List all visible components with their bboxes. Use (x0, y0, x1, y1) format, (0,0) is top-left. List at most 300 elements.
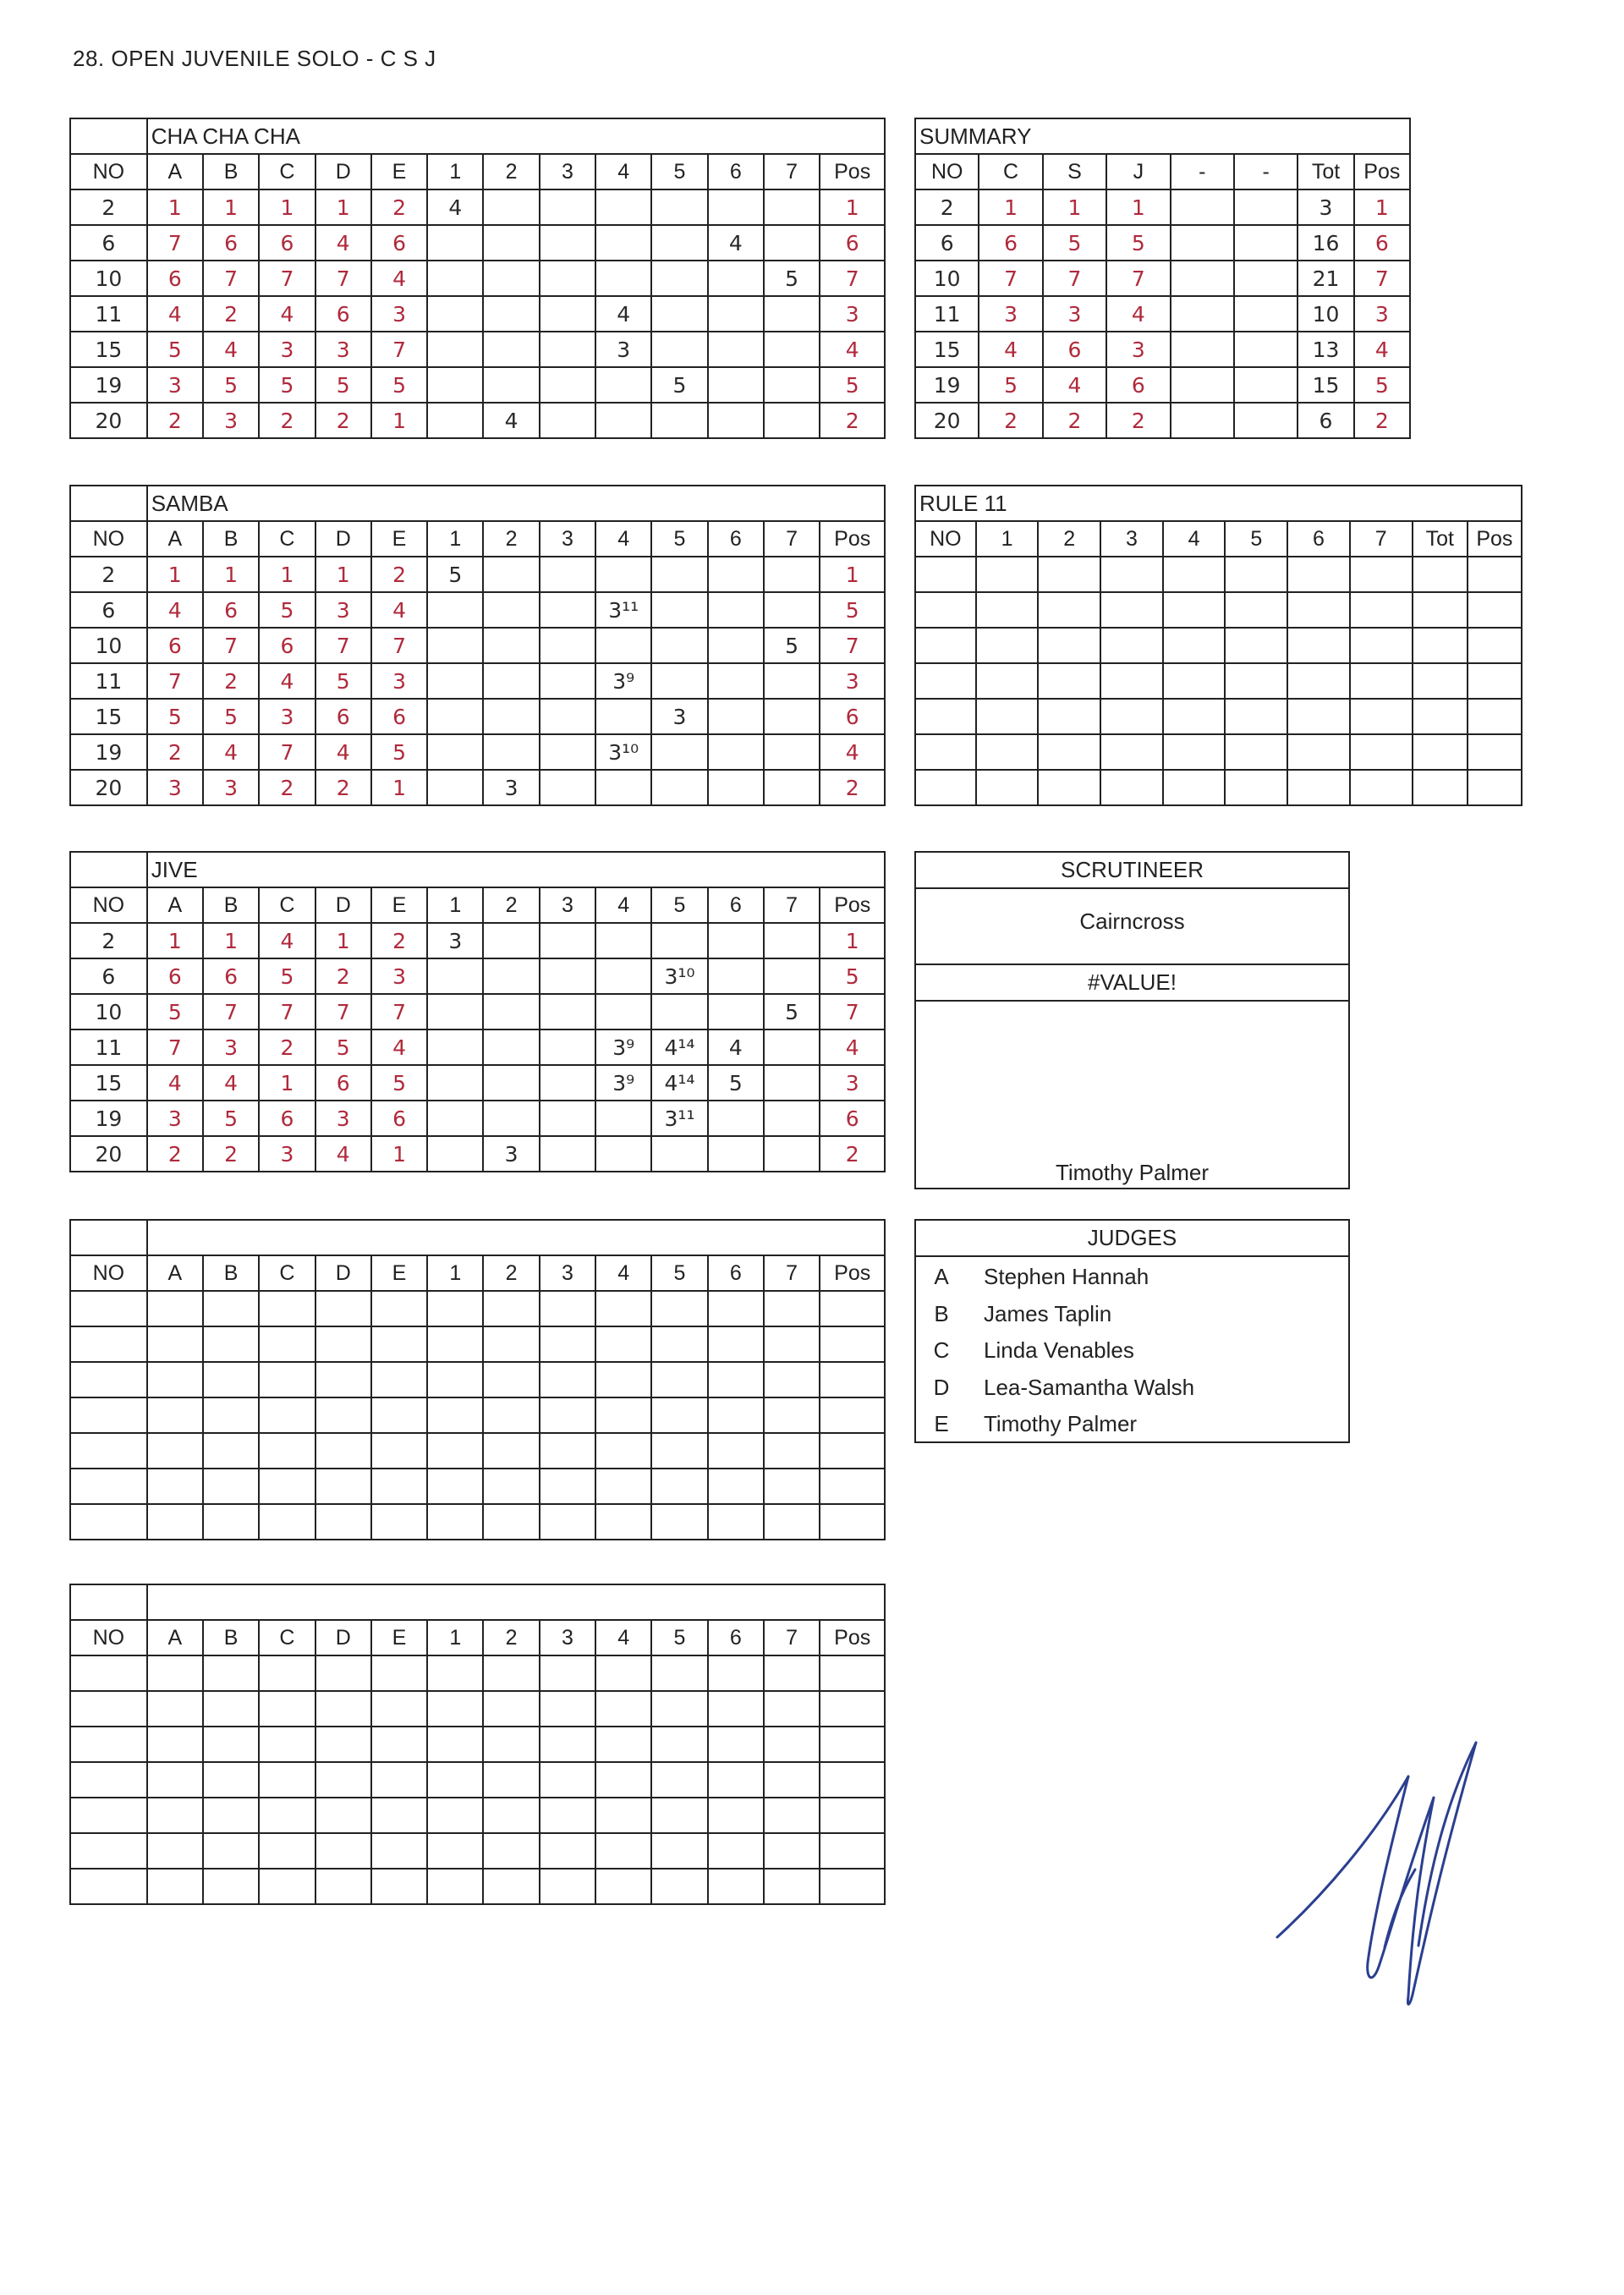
summary-cell: 2 (1043, 403, 1106, 438)
mark-cell: 2 (203, 1136, 259, 1172)
mark-cell (540, 1469, 595, 1504)
column-header: 4 (595, 1620, 651, 1655)
mark-cell (483, 1798, 539, 1833)
mark-cell: 6 (203, 225, 259, 261)
summary-cell (1234, 261, 1298, 296)
rule11-cell (1413, 734, 1468, 770)
mark-cell (764, 699, 820, 734)
mark-cell (483, 1869, 539, 1904)
table-row (915, 189, 1410, 225)
summary-cell: 15 (1298, 367, 1353, 403)
mark-cell (764, 734, 820, 770)
mark-cell: 6 (259, 628, 315, 663)
mark-cell (147, 1433, 203, 1469)
competitor-number-cell: 10 (70, 261, 147, 296)
table-row (915, 261, 1410, 296)
summary-cell (1234, 225, 1298, 261)
column-header: D (315, 154, 371, 189)
table-row (70, 958, 885, 994)
mark-cell: 4 (820, 734, 885, 770)
section-title: RULE 11 (915, 486, 1522, 521)
summary-cell: 5 (1043, 225, 1106, 261)
competitor-number-cell: 11 (70, 296, 147, 332)
mark-cell: 4 (147, 296, 203, 332)
mark-cell (708, 189, 764, 225)
competitor-number-cell (70, 1469, 147, 1504)
mark-cell (651, 1869, 707, 1904)
competitor-number-cell: 2 (70, 189, 147, 225)
summary-cell (1171, 367, 1234, 403)
rule11-cell (1225, 699, 1287, 734)
mark-cell (764, 663, 820, 699)
mark-cell (147, 1469, 203, 1504)
table-row (70, 1291, 885, 1326)
mark-cell: 2 (147, 403, 203, 438)
column-header: A (147, 1255, 203, 1291)
mark-cell (540, 1029, 595, 1065)
mark-cell (708, 770, 764, 805)
mark-cell (147, 1291, 203, 1326)
mark-cell (708, 734, 764, 770)
rule11-cell (976, 770, 1039, 805)
column-header: NO (70, 887, 147, 923)
table-row (70, 699, 885, 734)
column-header: 7 (764, 154, 820, 189)
column-header: NO (70, 521, 147, 557)
rule11-cell (1163, 699, 1226, 734)
mark-cell: 5 (708, 1065, 764, 1101)
rule11-cell (915, 592, 976, 628)
mark-cell (595, 1397, 651, 1433)
table-row (70, 225, 885, 261)
mark-cell: 3¹¹ (595, 592, 651, 628)
mark-cell (595, 1762, 651, 1798)
section-title: SAMBA (147, 486, 886, 521)
mark-cell: 6 (147, 958, 203, 994)
competitor-number-cell: 2 (70, 923, 147, 958)
rule11-cell (1350, 699, 1413, 734)
mark-cell (651, 296, 707, 332)
mark-cell (651, 1833, 707, 1869)
mark-cell: 1 (315, 557, 371, 592)
summary-cell: 13 (1298, 332, 1353, 367)
mark-cell: 1 (820, 189, 885, 225)
empty-dance-table-1 (69, 1219, 886, 1540)
competitor-number-cell: 19 (70, 734, 147, 770)
column-header: E (371, 521, 427, 557)
mark-cell (820, 1833, 885, 1869)
table-row (70, 403, 885, 438)
mark-cell: 2 (315, 958, 371, 994)
mark-cell (540, 1326, 595, 1362)
rule11-cell (1038, 699, 1100, 734)
mark-cell (147, 1326, 203, 1362)
rule11-cell (976, 734, 1039, 770)
judge-row (916, 1337, 1134, 1364)
column-header: 3 (540, 521, 595, 557)
mark-cell: 4¹⁴ (651, 1029, 707, 1065)
summary-cell (1234, 296, 1298, 332)
column-header: NO (915, 154, 979, 189)
table-row (915, 699, 1522, 734)
summary-cell: 3 (1043, 296, 1106, 332)
competitor-number-cell: 19 (70, 1101, 147, 1136)
mark-cell (540, 1655, 595, 1691)
mark-cell: 6 (315, 1065, 371, 1101)
competitor-number-cell: 6 (915, 225, 979, 261)
mark-cell: 4 (203, 734, 259, 770)
mark-cell (427, 1762, 483, 1798)
summary-cell: 7 (1354, 261, 1410, 296)
mark-cell (371, 1691, 427, 1727)
column-header: 5 (651, 1620, 707, 1655)
rule11-cell (1225, 628, 1287, 663)
mark-cell (203, 1433, 259, 1469)
mark-cell: 2 (203, 296, 259, 332)
mark-cell: 1 (820, 923, 885, 958)
column-header: C (259, 887, 315, 923)
judge-letter: B (934, 1300, 949, 1326)
mark-cell (764, 367, 820, 403)
rule11-cell (1413, 699, 1468, 734)
column-header: Pos (820, 521, 885, 557)
signature (1273, 1726, 1493, 2013)
scrutineer-sub-name: Timothy Palmer (1055, 1160, 1210, 1185)
rule11-cell (1350, 592, 1413, 628)
mark-cell: 2 (820, 770, 885, 805)
mark-cell (595, 1655, 651, 1691)
table-row (70, 1655, 885, 1691)
mark-cell (259, 1833, 315, 1869)
mark-cell (259, 1727, 315, 1762)
column-header: B (203, 521, 259, 557)
column-header: C (259, 154, 315, 189)
mark-cell: 5 (259, 958, 315, 994)
summary-cell: 7 (1106, 261, 1170, 296)
mark-cell: 1 (371, 403, 427, 438)
mark-cell (708, 1469, 764, 1504)
mark-cell (540, 958, 595, 994)
mark-cell (427, 1029, 483, 1065)
mark-cell: 5 (651, 367, 707, 403)
table-row (915, 734, 1522, 770)
column-header: 4 (595, 154, 651, 189)
mark-cell (708, 1869, 764, 1904)
mark-cell (820, 1469, 885, 1504)
table-row (70, 1029, 885, 1065)
mark-cell (595, 1469, 651, 1504)
rule11-cell (976, 699, 1039, 734)
mark-cell: 4 (708, 225, 764, 261)
mark-cell: 2 (820, 403, 885, 438)
summary-cell: 2 (1106, 403, 1170, 438)
mark-cell (708, 923, 764, 958)
mark-cell (540, 332, 595, 367)
summary-cell: 10 (1298, 296, 1353, 332)
mark-cell (259, 1291, 315, 1326)
summary-cell: 5 (1354, 367, 1410, 403)
section-corner (70, 1220, 147, 1255)
mark-cell (820, 1798, 885, 1833)
mark-cell: 7 (203, 994, 259, 1029)
column-header: E (371, 887, 427, 923)
column-header: Pos (1468, 521, 1522, 557)
mark-cell (708, 296, 764, 332)
mark-cell: 7 (147, 663, 203, 699)
column-header: 1 (427, 521, 483, 557)
mark-cell (371, 1833, 427, 1869)
mark-cell (540, 225, 595, 261)
table-row (70, 367, 885, 403)
rule11-cell (1413, 663, 1468, 699)
mark-cell (764, 1433, 820, 1469)
mark-cell: 7 (147, 225, 203, 261)
mark-cell: 4 (315, 225, 371, 261)
mark-cell (651, 332, 707, 367)
judge-row (916, 1264, 1149, 1290)
mark-cell (259, 1326, 315, 1362)
mark-cell (820, 1291, 885, 1326)
mark-cell (259, 1504, 315, 1540)
mark-cell (595, 699, 651, 734)
mark-cell: 2 (147, 1136, 203, 1172)
table-row (915, 367, 1410, 403)
column-header: - (1171, 154, 1234, 189)
summary-cell: 6 (1354, 225, 1410, 261)
mark-cell: 1 (315, 923, 371, 958)
rule11-cell (1413, 770, 1468, 805)
mark-cell (540, 663, 595, 699)
mark-cell: 4 (820, 332, 885, 367)
mark-cell (427, 1397, 483, 1433)
mark-cell (540, 557, 595, 592)
mark-cell: 1 (371, 770, 427, 805)
mark-cell (595, 958, 651, 994)
column-header: 6 (1287, 521, 1350, 557)
rule11-cell (1038, 734, 1100, 770)
rule11-cell (1468, 557, 1522, 592)
rule11-cell (1287, 628, 1350, 663)
mark-cell (764, 592, 820, 628)
mark-cell (427, 225, 483, 261)
mark-cell (708, 1362, 764, 1397)
mark-cell: 1 (371, 1136, 427, 1172)
column-header: 1 (427, 887, 483, 923)
mark-cell: 3 (315, 1101, 371, 1136)
mark-cell (540, 628, 595, 663)
column-header: Pos (820, 1255, 885, 1291)
mark-cell (483, 1029, 539, 1065)
mark-cell (764, 1869, 820, 1904)
mark-cell (540, 1065, 595, 1101)
mark-cell (540, 699, 595, 734)
rule11-cell (1225, 770, 1287, 805)
mark-cell (708, 1433, 764, 1469)
mark-cell (371, 1762, 427, 1798)
mark-cell (651, 225, 707, 261)
mark-cell: 4 (315, 734, 371, 770)
mark-cell (371, 1798, 427, 1833)
mark-cell (427, 663, 483, 699)
mark-cell: 5 (764, 628, 820, 663)
rule11-cell (1163, 770, 1226, 805)
column-header: E (371, 1255, 427, 1291)
competitor-number-cell: 2 (70, 557, 147, 592)
column-header: Pos (820, 887, 885, 923)
mark-cell (708, 367, 764, 403)
mark-cell: 3 (427, 923, 483, 958)
mark-cell (315, 1397, 371, 1433)
mark-cell (540, 994, 595, 1029)
column-header: 7 (764, 1620, 820, 1655)
mark-cell: 6 (203, 592, 259, 628)
table-row (70, 1326, 885, 1362)
mark-cell: 4 (315, 1136, 371, 1172)
rule11-cell (1100, 628, 1163, 663)
mark-cell (540, 261, 595, 296)
rule11-cell (1100, 734, 1163, 770)
mark-cell: 2 (315, 403, 371, 438)
mark-cell (708, 1397, 764, 1433)
section-title: JIVE (147, 852, 886, 887)
mark-cell (315, 1691, 371, 1727)
section-corner (70, 486, 147, 521)
mark-cell: 4 (371, 1029, 427, 1065)
mark-cell: 4 (203, 1065, 259, 1101)
mark-cell: 5 (820, 958, 885, 994)
mark-cell (764, 1691, 820, 1727)
column-header: C (259, 1255, 315, 1291)
mark-cell (371, 1504, 427, 1540)
column-header: 7 (764, 521, 820, 557)
competitor-number-cell: 10 (70, 628, 147, 663)
mark-cell (259, 1869, 315, 1904)
rule11-cell (1225, 734, 1287, 770)
mark-cell: 7 (315, 628, 371, 663)
competitor-number-cell (70, 1504, 147, 1540)
mark-cell (203, 1691, 259, 1727)
mark-cell: 3 (595, 332, 651, 367)
summary-cell: 2 (979, 403, 1042, 438)
mark-cell (147, 1727, 203, 1762)
mark-cell (764, 296, 820, 332)
column-header: A (147, 521, 203, 557)
competitor-number-cell (70, 1397, 147, 1433)
mark-cell: 5 (764, 261, 820, 296)
competitor-number-cell: 6 (70, 225, 147, 261)
mark-cell (764, 1504, 820, 1540)
mark-cell: 6 (259, 1101, 315, 1136)
judge-name: Stephen Hannah (984, 1264, 1149, 1289)
table-row (915, 592, 1522, 628)
table-row (70, 1136, 885, 1172)
mark-cell: 5 (315, 367, 371, 403)
mark-cell (371, 1655, 427, 1691)
mark-cell (764, 1397, 820, 1433)
mark-cell (764, 1833, 820, 1869)
mark-cell (708, 994, 764, 1029)
judges-header: JUDGES (916, 1221, 1348, 1257)
rule11-cell (1100, 557, 1163, 592)
mark-cell (540, 1504, 595, 1540)
mark-cell (203, 1727, 259, 1762)
mark-cell (483, 296, 539, 332)
mark-cell: 6 (371, 225, 427, 261)
rule11-cell (915, 557, 976, 592)
mark-cell (483, 557, 539, 592)
rule11-cell (1350, 770, 1413, 805)
column-header: 3 (540, 1620, 595, 1655)
mark-cell (483, 1691, 539, 1727)
mark-cell: 4¹⁴ (651, 1065, 707, 1101)
mark-cell (483, 592, 539, 628)
summary-cell: 3 (1354, 296, 1410, 332)
mark-cell (595, 923, 651, 958)
mark-cell (708, 1691, 764, 1727)
column-header: D (315, 887, 371, 923)
mark-cell (427, 734, 483, 770)
summary-cell: 6 (979, 225, 1042, 261)
mark-cell (651, 1504, 707, 1540)
column-header: Tot (1298, 154, 1353, 189)
column-header: 6 (708, 154, 764, 189)
mark-cell (483, 958, 539, 994)
mark-cell: 3 (259, 332, 315, 367)
mark-cell (483, 1469, 539, 1504)
mark-cell: 3 (147, 770, 203, 805)
mark-cell: 6 (147, 628, 203, 663)
section-title (147, 1584, 885, 1620)
column-header: NO (70, 1255, 147, 1291)
mark-cell (315, 1655, 371, 1691)
mark-cell (820, 1869, 885, 1904)
rule11-cell (915, 663, 976, 699)
mark-cell (708, 958, 764, 994)
mark-cell (820, 1762, 885, 1798)
mark-cell (651, 189, 707, 225)
mark-cell (315, 1291, 371, 1326)
mark-cell (708, 1655, 764, 1691)
mark-cell (315, 1798, 371, 1833)
mark-cell (595, 1691, 651, 1727)
mark-cell: 3 (483, 1136, 539, 1172)
table-row (915, 225, 1410, 261)
mark-cell: 7 (259, 734, 315, 770)
table-row (915, 557, 1522, 592)
mark-cell (427, 1869, 483, 1904)
mark-cell (371, 1291, 427, 1326)
column-header: 2 (1038, 521, 1100, 557)
competitor-number-cell: 10 (70, 994, 147, 1029)
mark-cell (820, 1691, 885, 1727)
mark-cell (651, 1655, 707, 1691)
mark-cell (259, 1362, 315, 1397)
summary-cell (1171, 261, 1234, 296)
mark-cell (764, 1762, 820, 1798)
mark-cell: 4 (371, 261, 427, 296)
column-header: 5 (1225, 521, 1287, 557)
mark-cell (651, 734, 707, 770)
section-corner (70, 1584, 147, 1620)
rule11-cell (1100, 592, 1163, 628)
mark-cell (147, 1504, 203, 1540)
mark-cell (540, 734, 595, 770)
competitor-number-cell (70, 1798, 147, 1833)
column-header: Tot (1413, 521, 1468, 557)
mark-cell (764, 1798, 820, 1833)
summary-cell: 7 (1043, 261, 1106, 296)
rule11-cell (1468, 592, 1522, 628)
